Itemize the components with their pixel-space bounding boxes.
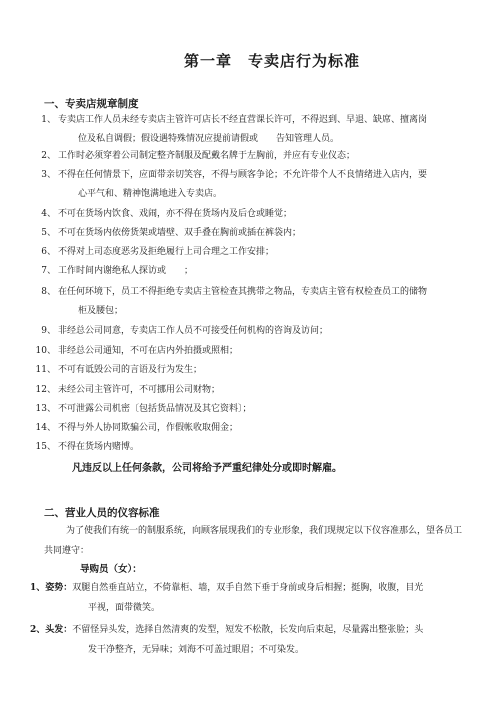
appearance-text: 双腿自然垂直站立，不倚靠柜、墙，双手自然下垂于身前或身后相握；挺胸，收腹，目光 xyxy=(72,583,424,593)
rule-text: 不可在货场内依傍货架或墙壁、双手叠在胸前或插在裤袋内； xyxy=(58,228,302,238)
rule-text: 非经总公司通知，不可在店内外拍摄或照相； xyxy=(58,346,239,356)
rule-number: 3、 xyxy=(41,170,56,180)
section-heading-appearance: 二、营业人员的仪容标准 xyxy=(44,507,160,519)
rule-text: 不得在任何情景下，应面带亲切笑容，不得与顾客争论；不允许带个人不良情绪进入店内，要 xyxy=(58,170,428,180)
disciplinary-warning: 凡违反以上任何条款，公司将给予严重纪律处分或即时解雇。 xyxy=(72,463,342,474)
rule-number: 6、 xyxy=(41,247,56,257)
rule-number: 10、 xyxy=(35,346,56,356)
rule-item-10 xyxy=(30,342,470,361)
appearance-item-posture xyxy=(30,578,470,618)
appearance-text-continuation: 平视，面带微笑。 xyxy=(88,603,161,613)
rule-number: 8、 xyxy=(41,287,56,297)
rule-item-14 xyxy=(30,419,470,438)
rule-number: 1、 xyxy=(41,115,56,125)
appearance-text-continuation: 发干净整齐，无异味；刘海不可盖过眼眉；不可染发。 xyxy=(88,645,305,655)
rule-item-3 xyxy=(30,166,470,204)
rule-text: 工作时间内谢绝私人探访或 ； xyxy=(58,266,194,276)
rule-item-7 xyxy=(30,262,470,281)
rule-number: 11、 xyxy=(35,365,56,375)
rule-text: 专卖店工作人员未经专卖店主管许可店长不经直营课长许可，不得迟到、早退、缺席、擅离岗 xyxy=(58,115,428,125)
rule-item-11 xyxy=(30,361,470,380)
rule-text-continuation: 柜及腰包； xyxy=(78,306,124,316)
rule-text: 未经公司主管许可，不可挪用公司财物； xyxy=(58,385,221,395)
rule-text: 非经总公司同意，专卖店工作人员不可接受任何机构的咨询及访问； xyxy=(58,326,329,336)
rule-text: 工作时必须穿着公司制定整齐制服及配戴名牌于左胸前，并应有专业仪态； xyxy=(58,151,356,161)
rule-number: 2、 xyxy=(41,151,56,161)
rule-item-15 xyxy=(30,438,470,457)
rule-text: 不可在货场内饮食、戏闹，亦不得在货场内及后仓或睡觉； xyxy=(58,209,293,219)
rule-item-9 xyxy=(30,322,470,341)
appearance-text: 不留怪异头发，选择自然清爽的发型，短发不松散，长发向后束起，尽量露出整张脸；头 xyxy=(72,625,424,635)
appearance-item-hair xyxy=(30,620,470,660)
sub-heading-female-staff: 导购员（女）： xyxy=(80,564,142,575)
chapter-title: 第一章 专卖店行为标准 xyxy=(183,52,360,70)
section-heading-rules: 一、专卖店规章制度 xyxy=(44,98,139,110)
rule-text-continuation: 心平气和、精神饱满地进入专卖店。 xyxy=(78,189,223,199)
rule-text: 不得对上司态度恶劣及拒绝履行上司合理之工作安排； xyxy=(58,247,275,257)
rule-text: 在任何环境下，员工不得拒绝专卖店主管检查其携带之物品，专卖店主管有权检查员工的储物 xyxy=(58,287,428,297)
rule-number: 7、 xyxy=(41,266,56,276)
rule-text: 不得在货场内赌博。 xyxy=(58,442,140,452)
appearance-intro: 为了使我们有统一的制服系统，向顾客展现我们的专业形象，我们现规定以下仪容准那么，望各员工共同遵守： xyxy=(44,526,463,556)
rule-item-2 xyxy=(30,147,470,166)
rule-number: 12、 xyxy=(35,385,56,395)
rule-number: 13、 xyxy=(35,404,56,414)
rule-number: 15、 xyxy=(35,442,56,452)
rule-item-4 xyxy=(30,205,470,224)
appearance-label: 1、姿势： xyxy=(30,583,73,593)
rule-item-6 xyxy=(30,243,470,262)
rule-text: 不可泄露公司机密〔包括货品情况及其它资料〕； xyxy=(58,404,252,414)
rule-number: 4、 xyxy=(41,209,56,219)
rule-number: 14、 xyxy=(35,423,56,433)
rule-item-8 xyxy=(30,283,470,321)
rule-item-13 xyxy=(30,400,470,419)
rule-text: 不得与外人协同欺骗公司，作假帐收取佣金； xyxy=(58,423,239,433)
rule-item-12 xyxy=(30,381,470,400)
appearance-label: 2、头发： xyxy=(30,625,73,635)
rule-text-continuation: 位及私自调假；假设遇特殊情况应提前请假或 告知管理人员。 xyxy=(78,134,340,144)
rule-number: 5、 xyxy=(41,228,56,238)
rule-text: 不可有诋毁公司的言语及行为发生； xyxy=(58,365,203,375)
rule-item-5 xyxy=(30,224,470,243)
rule-number: 9、 xyxy=(41,326,56,336)
rule-item-1 xyxy=(30,111,470,149)
